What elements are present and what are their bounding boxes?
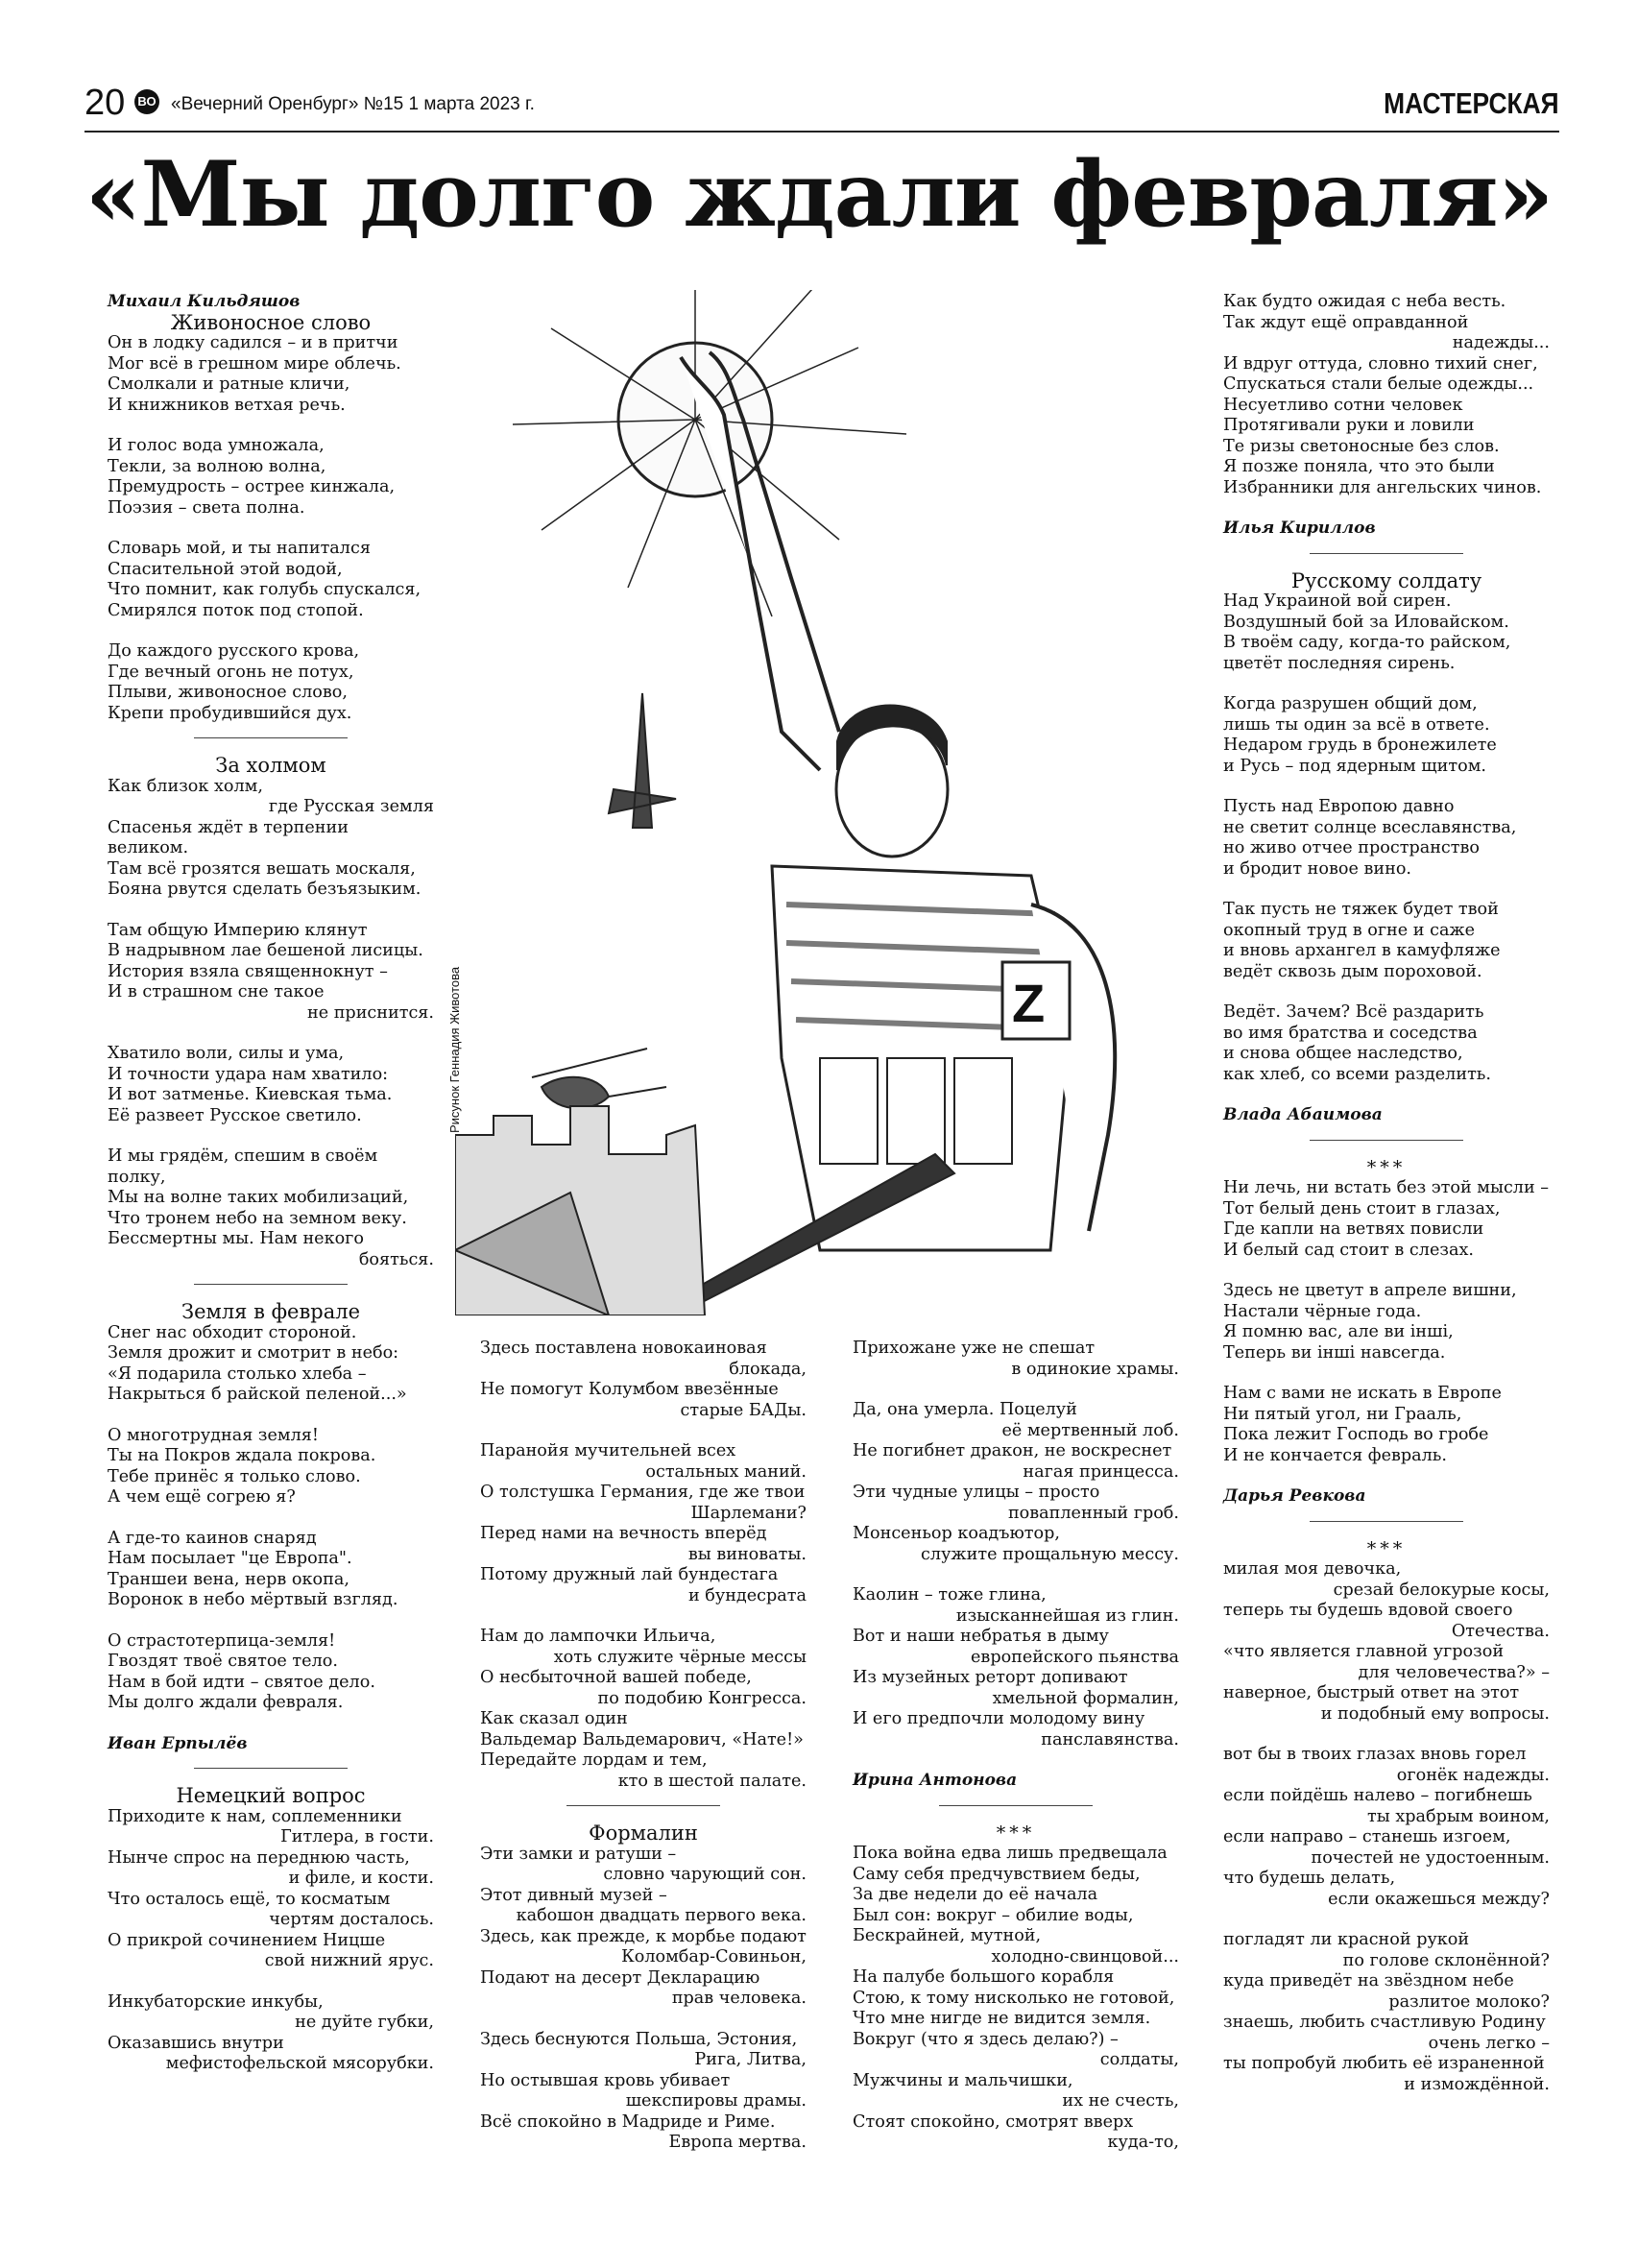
poem-title-stars: *** — [1366, 1156, 1407, 1178]
divider — [939, 1805, 1093, 1806]
poem-line: куда приведёт на звёздном небе — [1223, 1971, 1514, 1991]
poem-line: холодно-свинцовой... — [991, 1946, 1179, 1966]
poem-line: Земля дрожит и смотрит в небо: — [108, 1343, 399, 1363]
poem-line: свой нижний ярус. — [264, 1951, 434, 1970]
poem-line: Ни лечь, ни встать без этой мысли – — [1223, 1178, 1550, 1197]
poem-line: Здесь, как прежде, к морбье подают — [480, 1926, 807, 1946]
poem-line: Мужчины и мальчишки, — [853, 2070, 1073, 2090]
poem-line: Отечества. — [1451, 1621, 1550, 1641]
poem-line: История взяла священнокнут – — [108, 961, 388, 981]
poem-line: и бродит новое вино. — [1223, 858, 1412, 879]
poem-line: Нам в бой идти – святое дело. — [108, 1672, 375, 1692]
poem-line: Из музейных реторт допивают — [853, 1668, 1128, 1687]
poem-line: Мог всё в грешном мире облечь. — [108, 353, 401, 374]
poem-line: «что является главной угрозой — [1223, 1642, 1505, 1661]
poem-line: Перед нами на вечность вперёд — [480, 1524, 767, 1543]
author-antonova: Ирина Антонова — [853, 1771, 1018, 1790]
poem-line: по голове склонённой? — [1342, 1950, 1550, 1970]
column-2 — [480, 1339, 807, 2154]
author-revkova: Дарья Ревкова — [1223, 1486, 1366, 1506]
poem-line: служите прощальную мессу. — [921, 1544, 1179, 1564]
poem-line: Так ждут ещё оправданной — [1223, 312, 1469, 332]
author-abaimova: Влада Абаимова — [1223, 1105, 1383, 1124]
poem-line: До каждого русского крова, — [108, 641, 360, 661]
poem-line: Протягивали руки и ловили — [1223, 416, 1475, 435]
poem-line: изысканнейшая из глин. — [955, 1605, 1179, 1626]
poem-line: Настали чёрные года. — [1223, 1301, 1422, 1321]
poem-line: О толстушка Германия, где же твои — [480, 1483, 806, 1502]
poem-line: Был сон: вокруг – обилие воды, — [853, 1905, 1134, 1925]
poem-line: Текли, за волною волна, — [108, 456, 326, 476]
poem-line: О страстотерпица-земля! — [108, 1630, 336, 1651]
poem-line: Европа мертва. — [668, 2133, 807, 2152]
poem-line: и филе, и кости. — [288, 1869, 434, 1888]
poem-line: Инкубаторские инкубы, — [108, 1991, 324, 2012]
poem-line: и снова общее наследство, — [1223, 1044, 1463, 1063]
poem-title-stars: *** — [996, 1822, 1036, 1844]
sun-icon — [513, 290, 906, 616]
page-header — [84, 81, 1559, 133]
poem-line: И белый сад стоит в слезах. — [1223, 1240, 1474, 1260]
poem-line: А чем ещё согрею я? — [108, 1487, 296, 1507]
poem-line: О прикрой сочинением Ницше — [108, 1930, 386, 1950]
poem-line: Эти чудные улицы – просто — [853, 1483, 1100, 1502]
poem-line: Что тронем небо на земном веку. — [108, 1208, 407, 1228]
poem-line: Ведёт. Зачем? Всё раздарить — [1223, 1002, 1484, 1022]
poem-line: В надрывном лае бешеной лисицы. — [108, 941, 423, 960]
poem-line: И вдруг оттуда, словно тихий снег, — [1223, 353, 1538, 374]
poem-line: Не погибнет дракон, не воскреснет — [853, 1441, 1172, 1460]
poem-line: знаешь, любить счастливую Родину — [1223, 2013, 1546, 2032]
poem-line: вот бы в твоих глазах вновь горел — [1223, 1745, 1527, 1764]
poem-line: Премудрость – острее кинжала, — [108, 477, 396, 496]
poem-line: Шарлемани? — [690, 1503, 807, 1523]
poem-line: Как близок холм, — [108, 776, 263, 796]
poem-line: ты попробуй любить её израненной — [1223, 2054, 1545, 2073]
divider — [194, 1768, 348, 1769]
poem-line: словно чарующий сон. — [603, 1865, 807, 1884]
divider — [194, 1284, 348, 1285]
poem-line: Что помнит, как голубь спускался, — [108, 580, 422, 599]
poem-line: остальных маний. — [645, 1461, 807, 1482]
poem-line: Спасенья ждёт в терпении великом. — [108, 817, 349, 857]
poem-line: куда-то, — [1107, 2133, 1179, 2152]
poem-line: панславянства. — [1041, 1729, 1179, 1749]
poem-line: Пусть над Европою давно — [1223, 797, 1455, 816]
poem-line: кто в шестой палате. — [617, 1771, 807, 1791]
poem-line: Эти замки и ратуши – — [480, 1844, 677, 1864]
poem-line: Её развеет Русское светило. — [108, 1105, 362, 1125]
poem-line: надежды... — [1452, 333, 1550, 352]
poem-line: Недаром грудь в бронежилете — [1223, 736, 1497, 755]
poem-line: не дуйте губки, — [295, 2013, 434, 2032]
poem-line: по подобию Конгресса. — [597, 1688, 807, 1708]
poem-line: лишь ты один за всё в ответе. — [1223, 714, 1490, 735]
poem-line: Смолкали и ратные кличи, — [108, 374, 350, 394]
poem-line: И не кончается февраль. — [1223, 1445, 1447, 1465]
poem-line: В твоём саду, когда-то райском, — [1223, 633, 1511, 652]
poem-line: И мы грядём, спешим в своём полку, — [108, 1146, 378, 1187]
poem-line: Смирялся поток под стопой. — [108, 600, 364, 620]
poem-line: погладят ли красной рукой — [1223, 1930, 1470, 1949]
poem-line: Бессмертны мы. Нам некого — [108, 1229, 364, 1248]
poem-line: Бояна рвутся сделать безъязыким. — [108, 880, 422, 899]
poem-line: За две недели до её начала — [853, 1885, 1098, 1904]
poem-line: Спасительной этой водой, — [108, 559, 343, 579]
poem-line: Там всё грозятся вешать москаля, — [108, 858, 416, 879]
poem-line: Мы долго ждали февраля. — [108, 1693, 344, 1712]
poem-line: «Я подарила столько хлеба – — [108, 1363, 367, 1384]
poem-line: А где-то каинов снаряд — [108, 1528, 317, 1548]
poem-line: О несбыточной вашей победе, — [480, 1668, 752, 1687]
illustration-soldier — [455, 290, 1185, 1315]
poem-line: Когда разрушен общий дом, — [1223, 694, 1478, 713]
poem-line: Каолин – тоже глина, — [853, 1585, 1047, 1604]
author-erpylev: Иван Ерпылёв — [108, 1733, 248, 1753]
poem-line: и бундесрата — [687, 1585, 807, 1605]
poem-line: Избранники для ангельских чинов. — [1223, 477, 1542, 497]
poem-line: но живо отчее пространство — [1223, 838, 1481, 857]
divider — [194, 737, 348, 738]
poem-line: Так пусть не тяжек будет твой — [1223, 900, 1499, 919]
poem-line: Здесь поставлена новокаиновая — [480, 1339, 767, 1358]
poem-line: Вот и наши небратья в дыму — [853, 1627, 1109, 1646]
poem-line: бояться. — [358, 1249, 434, 1269]
poem-line: Траншеи вена, нерв окопа, — [108, 1569, 349, 1589]
poem-line: Стою, к тому нисколько не готовой, — [853, 1988, 1175, 2008]
poem-line: повапленный гроб. — [1007, 1503, 1179, 1523]
poem-line: Вокруг (что я здесь делаю?) – — [853, 2029, 1119, 2049]
poem-line: Здесь беснуются Польша, Эстония, — [480, 2029, 798, 2049]
poem-line: Ни пятый угол, ни Грааль, — [1223, 1404, 1462, 1424]
poem-line: старые БАДы. — [680, 1400, 807, 1420]
poem-line: Здесь не цветут в апреле вишни, — [1223, 1281, 1517, 1300]
author-kirillov: Илья Кириллов — [1223, 519, 1376, 538]
poem-line: Нам посылает "це Европа". — [108, 1549, 352, 1568]
poem-line: не приснится. — [306, 1002, 434, 1023]
illustration-caption: Рисунок Геннадия Животова — [447, 966, 462, 1133]
poem-line: Воздушный бой за Иловайском. — [1223, 612, 1509, 632]
poem-line: Мы на волне таких мобилизаций, — [108, 1188, 409, 1207]
poem-line: вы виноваты. — [687, 1544, 807, 1564]
poem-line: Где капли на ветвях повисли — [1223, 1219, 1484, 1239]
poem-line: ты храбрым воином, — [1367, 1806, 1550, 1826]
poem-line: её мертвенный лоб. — [1001, 1420, 1179, 1440]
poem-line: ведёт сквозь дым пороховой. — [1223, 961, 1482, 981]
poem-line: Поэзия – света полна. — [108, 497, 305, 518]
page-number: 20 — [84, 83, 126, 123]
poem-line: И вот затменье. Киевская тьма. — [108, 1085, 393, 1104]
poem-line: Что осталось ещё, то косматым — [108, 1889, 391, 1909]
divider — [566, 1805, 720, 1806]
poem-line: мефистофельской мясорубки. — [165, 2054, 434, 2073]
poem-title: Немецкий вопрос — [176, 1784, 366, 1807]
poem-line: Гитлера, в гости. — [280, 1827, 434, 1846]
poem-line: в одинокие храмы. — [1011, 1359, 1179, 1379]
poem-line: Да, она умерла. Поцелуй — [853, 1400, 1077, 1419]
poem-line: как хлеб, со всеми разделить. — [1223, 1064, 1491, 1084]
poem-line: их не счесть, — [1062, 2091, 1179, 2111]
poem-title: Живоносное слово — [170, 310, 372, 334]
poem-line: Стоят спокойно, смотрят вверх — [853, 2111, 1134, 2132]
poem-line: На палубе большого корабля — [853, 1967, 1115, 1987]
poem-line: теперь ты будешь вдовой своего — [1223, 1601, 1513, 1620]
poem-line: наверное, быстрый ответ на этот — [1223, 1683, 1520, 1702]
poem-line: Всё спокойно в Мадриде и Риме. — [480, 2111, 776, 2132]
poem-line: Тот белый день стоит в глазах, — [1223, 1198, 1501, 1218]
poem-line: что будешь делать, — [1223, 1869, 1396, 1888]
helicopter-icon — [532, 1049, 666, 1108]
poem-title-stars: *** — [1366, 1537, 1407, 1559]
poem-line: не светит солнце всеславянства, — [1223, 817, 1517, 837]
poem-line: если направо – станешь изгоем, — [1223, 1827, 1511, 1846]
poem-line: Словарь мой, и ты напитался — [108, 539, 371, 558]
poem-line: Я помню вас, але ви інші, — [1223, 1322, 1454, 1341]
poem-line: хоть служите чёрные мессы — [553, 1647, 807, 1667]
poem-line: Нынче спрос на переднюю часть, — [108, 1847, 410, 1868]
poem-line: Нам с вами не искать в Европе — [1223, 1384, 1502, 1403]
poem-line: Как сказал один — [480, 1709, 628, 1728]
poem-line: цветёт последняя сирень. — [1223, 653, 1456, 673]
poem-line: Коломбар-Совиньон, — [621, 1947, 807, 1966]
poem-line: И книжников ветхая речь. — [108, 395, 346, 415]
newspaper-logo-icon: ВО — [134, 89, 159, 114]
poem-line: Хватило воли, силы и ума, — [108, 1044, 345, 1063]
poem-line: шекспировы драмы. — [625, 2091, 807, 2111]
jet-icon — [609, 693, 676, 828]
poem-line: чертям досталось. — [269, 1910, 434, 1929]
poem-line: и измождённой. — [1404, 2074, 1550, 2094]
poem-line: Пока война едва лишь предвещала — [853, 1844, 1168, 1863]
column-3 — [853, 1339, 1179, 2154]
badge-letter: Z — [1012, 973, 1046, 1033]
poem-line: Как будто ожидая с неба весть. — [1223, 292, 1506, 311]
poem-line: Гвоздят твоё святое тело. — [108, 1652, 338, 1671]
poem-line: Он в лодку садился – и в притчи — [108, 333, 398, 352]
poem-line: почестей не удостоенным. — [1311, 1847, 1550, 1868]
poem-line: Несуетливо сотни человек — [1223, 395, 1463, 415]
poem-line: Приходите к нам, соплеменники — [108, 1806, 402, 1826]
poem-line: И его предпочли молодому вину — [853, 1709, 1145, 1728]
poem-title: За холмом — [215, 754, 326, 777]
poem-title: Русскому солдату — [1290, 568, 1482, 592]
poem-line: разлитое молоко? — [1388, 1991, 1550, 2012]
poem-line: Саму себя предчувствием беды, — [853, 1864, 1141, 1884]
poem-line: Бескрайней, мутной, — [853, 1926, 1042, 1945]
poem-line: Крепи пробудившийся дух. — [108, 703, 352, 723]
poem-line: для человечества?» – — [1358, 1662, 1550, 1682]
poem-line: и Русь – под ядерным щитом. — [1223, 756, 1486, 776]
poem-line: Вальдемар Вальдемарович, «Нате!» — [480, 1729, 804, 1749]
poem-line: блокада, — [729, 1359, 807, 1379]
poem-line: солдаты, — [1099, 2050, 1179, 2069]
author-kildyashov: Михаил Кильдяшов — [108, 292, 301, 311]
poem-line: Тебе принёс я только слово. — [108, 1466, 361, 1486]
poem-line: Где вечный огонь не потух, — [108, 662, 354, 682]
poem-line: Что мне нигде не видится земля. — [853, 2009, 1151, 2028]
poem-line: Нам до лампочки Ильича, — [480, 1627, 716, 1646]
poem-line: очень легко – — [1428, 2033, 1550, 2053]
poem-line: И голос вода умножала, — [108, 436, 325, 455]
poem-line: Ты на Покров ждала покрова. — [108, 1446, 376, 1465]
divider — [1310, 1140, 1463, 1141]
poem-line: и подобный ему вопросы. — [1320, 1703, 1550, 1724]
poem-line: Этот дивный музей – — [480, 1885, 667, 1905]
poem-line: Не помогут Колумбом ввезённые — [480, 1380, 779, 1399]
poem-title: Формалин — [589, 1822, 698, 1845]
poem-line: Но остывшая кровь убивает — [480, 2070, 731, 2090]
publication-line: «Вечерний Оренбург» №15 1 марта 2023 г. — [171, 94, 535, 114]
poem-line: О многотрудная земля! — [108, 1425, 319, 1445]
poem-line: Потому дружный лай бундестага — [480, 1565, 779, 1584]
divider — [1310, 1521, 1463, 1522]
poem-line: огонёк надежды. — [1396, 1765, 1550, 1785]
poem-line: нагая принцесса. — [1023, 1461, 1179, 1482]
poem-line: Прихожане уже не спешат — [853, 1339, 1096, 1358]
poem-line: Снег нас обходит стороной. — [108, 1322, 357, 1342]
poem-line: Пока лежит Господь во гробе — [1223, 1425, 1489, 1444]
poem-line: Над Украиной вой сирен. — [1223, 591, 1452, 611]
poem-line: милая моя девочка, — [1223, 1559, 1402, 1579]
poem-title: Земля в феврале — [181, 1300, 361, 1323]
poem-line: если пойдёшь налево – погибнешь — [1223, 1786, 1532, 1805]
poem-line: европейского пьянства — [971, 1647, 1179, 1667]
poem-line: Воронок в небо мёртвый взгляд. — [108, 1590, 398, 1609]
column-4 — [1223, 292, 1550, 2095]
poem-line: И в страшном сне такое — [108, 982, 325, 1001]
poem-line: срезай белокурые косы, — [1333, 1580, 1550, 1600]
poem-line: если окажешься между? — [1328, 1889, 1550, 1909]
poem-line: Плыви, живоносное слово, — [108, 683, 348, 702]
poem-line: Передайте лордам и тем, — [480, 1750, 708, 1770]
poem-line: Спускаться стали белые одежды... — [1223, 374, 1534, 394]
poem-line: Оказавшись внутри — [108, 2033, 284, 2053]
poem-line: и вновь архангел в камуфляже — [1223, 941, 1501, 960]
poem-line: прав человека. — [671, 1989, 807, 2008]
poem-line: Монсеньор коадъютор, — [853, 1524, 1060, 1543]
poem-line: Я позже поняла, что это были — [1223, 457, 1495, 476]
column-1 — [108, 292, 434, 2075]
poem-line: Там общую Империю клянут — [108, 920, 368, 940]
poem-line: окопный труд в огне и саже — [1223, 920, 1476, 940]
poem-line: где Русская земля — [268, 797, 434, 816]
poem-line: Паранойя мучительней всех — [480, 1441, 736, 1460]
page-title: «Мы долго ждали февраля» — [84, 142, 1554, 248]
poem-line: Подают на десерт Декларацию — [480, 1967, 760, 1988]
poem-line: И точности удара нам хватило: — [108, 1064, 389, 1084]
poem-line: Рига, Литва, — [694, 2050, 807, 2069]
poem-line: Теперь ви інші навсегда. — [1223, 1342, 1446, 1363]
poem-line: хмельной формалин, — [992, 1688, 1179, 1708]
poem-line: во имя братства и соседства — [1223, 1023, 1478, 1043]
section-title: МАСТЕРСКАЯ — [1384, 86, 1559, 120]
poem-line: Накрыться б райской пеленой...» — [108, 1385, 407, 1404]
poem-line: кабошон двадцать первого века. — [516, 1906, 807, 1925]
poem-line: Те ризы светоносные без слов. — [1223, 436, 1500, 456]
divider — [1310, 553, 1463, 554]
